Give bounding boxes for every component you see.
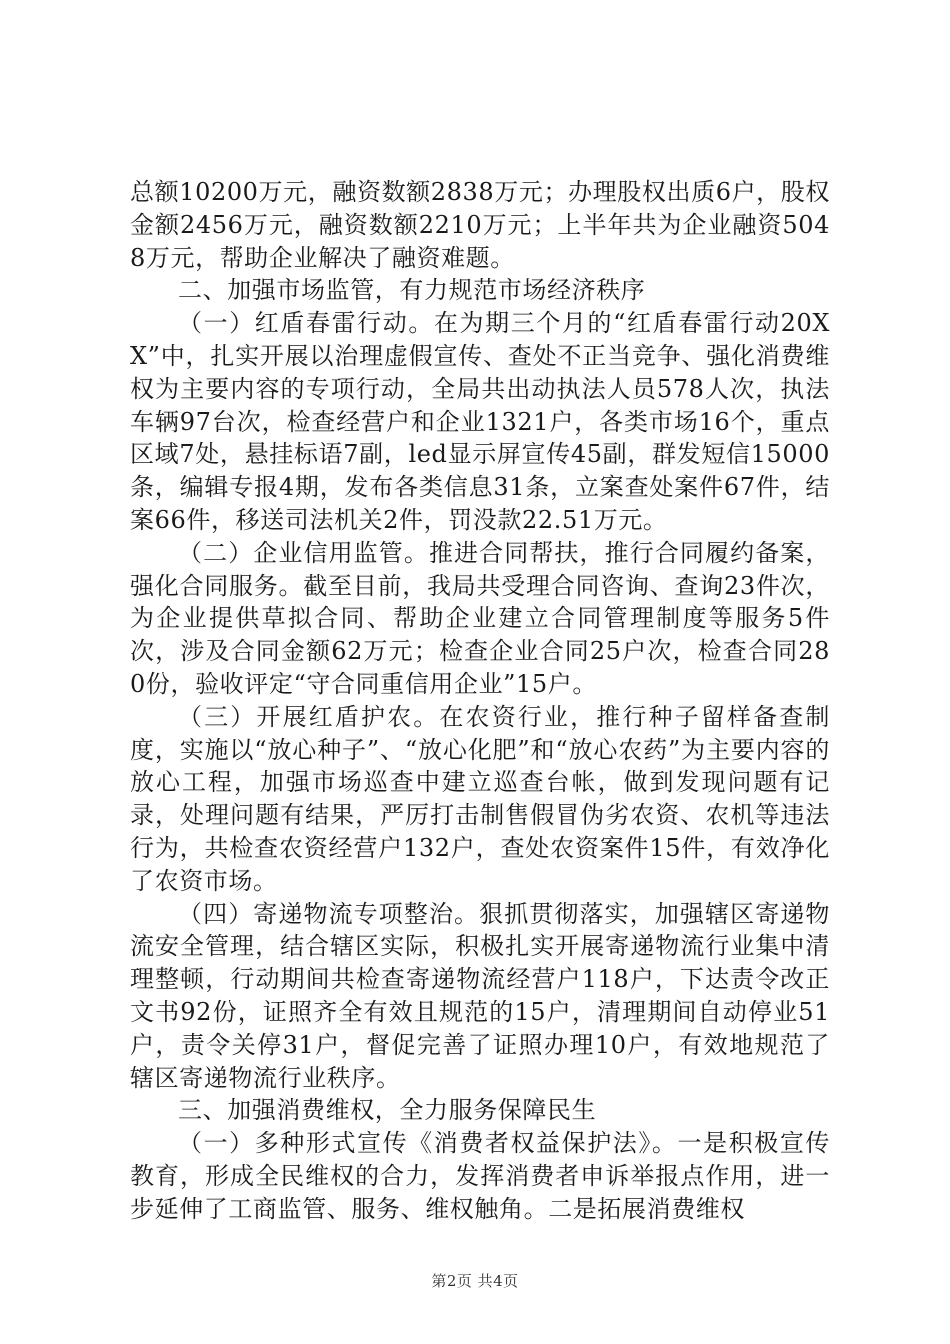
paragraph-red-shield-agriculture: （三）开展红盾护农。在农资行业，推行种子留样备查制度，实施以“放心种子”、“放心化肥”和“放心农药”为主要内容的放心工程，加强市场巡查中建立巡查台帐，做到发现问题有记录，处理问题有结果，严厉打击制售假冒伪劣农资、农机等违法行为，共检查农资经营户132户，查处农资案件15件，有效净化了农资市场。 <box>130 702 830 895</box>
paragraph-logistics-rectification: （四）寄递物流专项整治。狠抓贯彻落实，加强辖区寄递物流安全管理，结合辖区实际，积极扎实开展寄递物流行业集中清理整顿，行动期间共检查寄递物流经营户118户，下达责令改正文书92份，证照齐全有效且规范的15户，清理期间自动停业51户，责令关停31户，督促完善了证照办理10户，有效地规范了辖区寄递物流行业秩序。 <box>130 899 830 1092</box>
section-3-heading: 三、加强消费维权，全力服务保障民生 <box>178 1096 597 1125</box>
page-footer: 第2页 共4页 <box>431 1272 519 1290</box>
section-2-heading: 二、加强市场监管，有力规范市场经济秩序 <box>178 276 646 305</box>
paragraph-consumer-law-promotion: （一）多种形式宣传《消费者权益保护法》。一是积极宣传教育，形成全民维权的合力，发挥消费者申诉举报点作用，进一步延伸了工商监管、服务、维权触角。二是拓展消费维权 <box>130 1129 830 1223</box>
paragraph-financing-continued: 总额10200万元，融资数额2838万元；办理股权出质6户，股权金额2456万元，融资数额2210万元；上半年共为企业融资5048万元，帮助企业解决了融资难题。 <box>130 178 830 272</box>
paragraph-red-shield-spring-thunder: （一）红盾春雷行动。在为期三个月的“红盾春雷行动20XX”中，扎实开展以治理虚假宣传、查处不正当竞争、强化消费维权为主要内容的专项行动，全局共出动执法人员578人次，执法车辆97台次，检查经营户和企业1321户，各类市场16个，重点区域7处，悬挂标语7副，led显示屏宣传45副，群发短信15000条，编辑专报4期，发布各类信息31条，立案查处案件67件，结案66件，移送司法机关2件，罚没款22.51万元。 <box>130 309 830 534</box>
paragraph-enterprise-credit-supervision: （二）企业信用监管。推进合同帮扶，推行合同履约备案，强化合同服务。截至目前，我局共受理合同咨询、查询23件次，为企业提供草拟合同、帮助企业建立合同管理制度等服务5件次，涉及合同金额62万元；检查企业合同25户次，检查合同280份，验收评定“守合同重信用企业”15户。 <box>130 538 830 698</box>
document-body <box>130 176 830 1226</box>
